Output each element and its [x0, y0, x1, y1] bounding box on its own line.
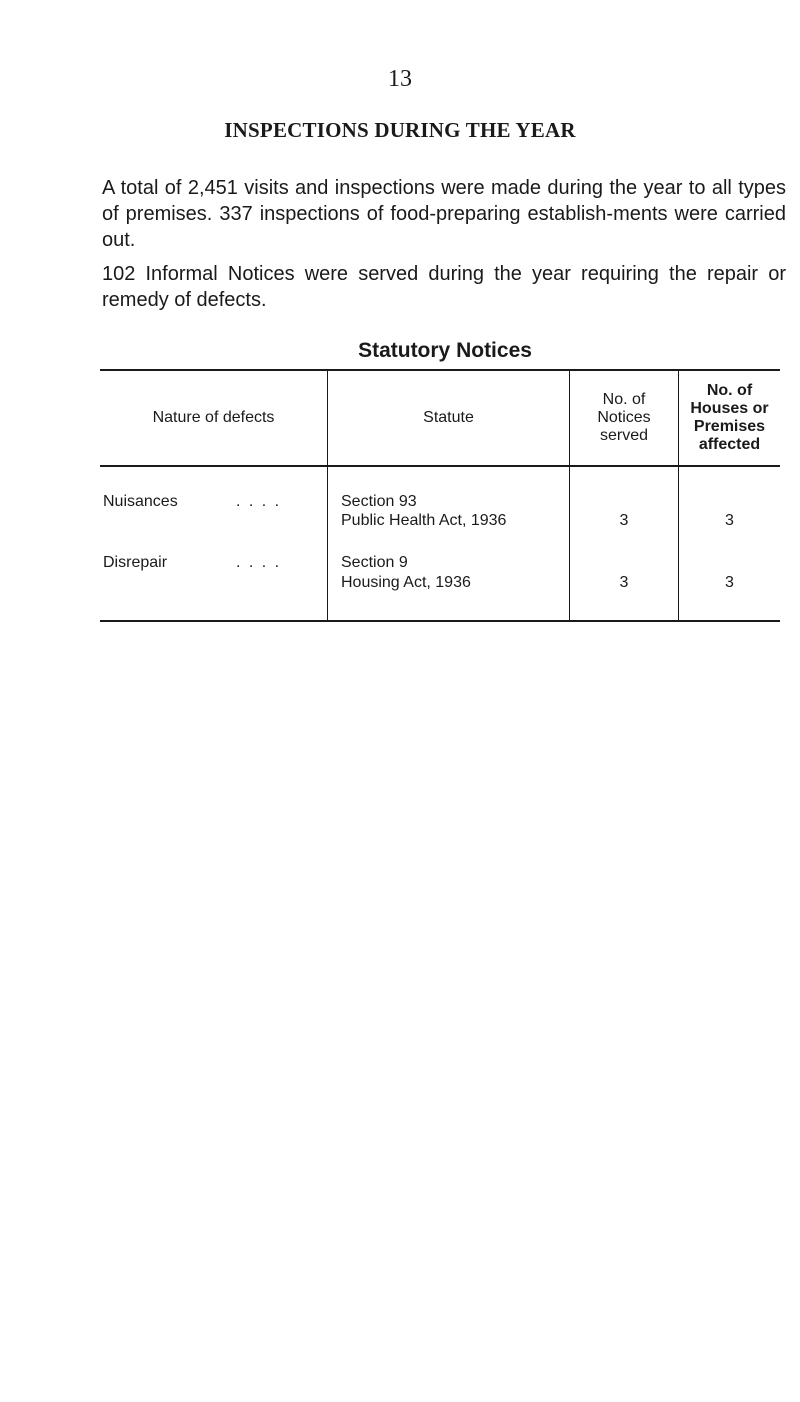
column-header-houses: [679, 371, 780, 465]
leader-dots: . . . .: [236, 554, 282, 571]
column-header-notices-line: No. of: [602, 391, 646, 408]
column-header-notices-line: served: [599, 427, 648, 444]
row-statute-act: Housing Act, 1936: [341, 574, 471, 591]
column-header-notices-line: Notices: [597, 409, 651, 426]
row-houses-affected: 3: [725, 512, 734, 529]
page-number: 13: [388, 66, 412, 92]
paragraph-inspections: A total of 2,451 visits and inspections were made during the year to all types of premises. 337 inspections of food-preparing establish-ments were carried out.: [102, 177, 786, 251]
column-header-statute-text: Statute: [423, 409, 474, 426]
leader-dots: . . . .: [236, 493, 282, 510]
row-nature-nuisances: Nuisances: [103, 493, 178, 510]
row-houses-affected: 3: [725, 574, 734, 591]
row-nature-disrepair: Disrepair: [103, 554, 168, 571]
column-header-houses-line: No. of: [706, 382, 753, 399]
row-statute-act: Public Health Act, 1936: [341, 512, 507, 529]
row-statute-section: Section 9: [341, 554, 408, 571]
column-header-nature: [100, 371, 327, 465]
table-title: Statutory Notices: [358, 339, 532, 362]
column-header-houses-line: Houses or: [690, 400, 769, 417]
row-notices-served: 3: [619, 512, 629, 529]
column-header-nature-text: Nature of defects: [152, 409, 275, 426]
column-header-houses-line: Premises: [693, 418, 766, 435]
row-notices-served: 3: [619, 574, 629, 591]
paragraph-informal-notices: 102 Informal Notices were served during the year requiring the repair or remedy of defects.: [102, 263, 786, 311]
page-heading: INSPECTIONS DURING THE YEAR: [224, 118, 576, 142]
column-header-notices: [570, 371, 678, 465]
row-statute-section: Section 93: [341, 493, 417, 510]
column-header-statute: [328, 371, 569, 465]
column-header-houses-line: affected: [698, 436, 761, 453]
